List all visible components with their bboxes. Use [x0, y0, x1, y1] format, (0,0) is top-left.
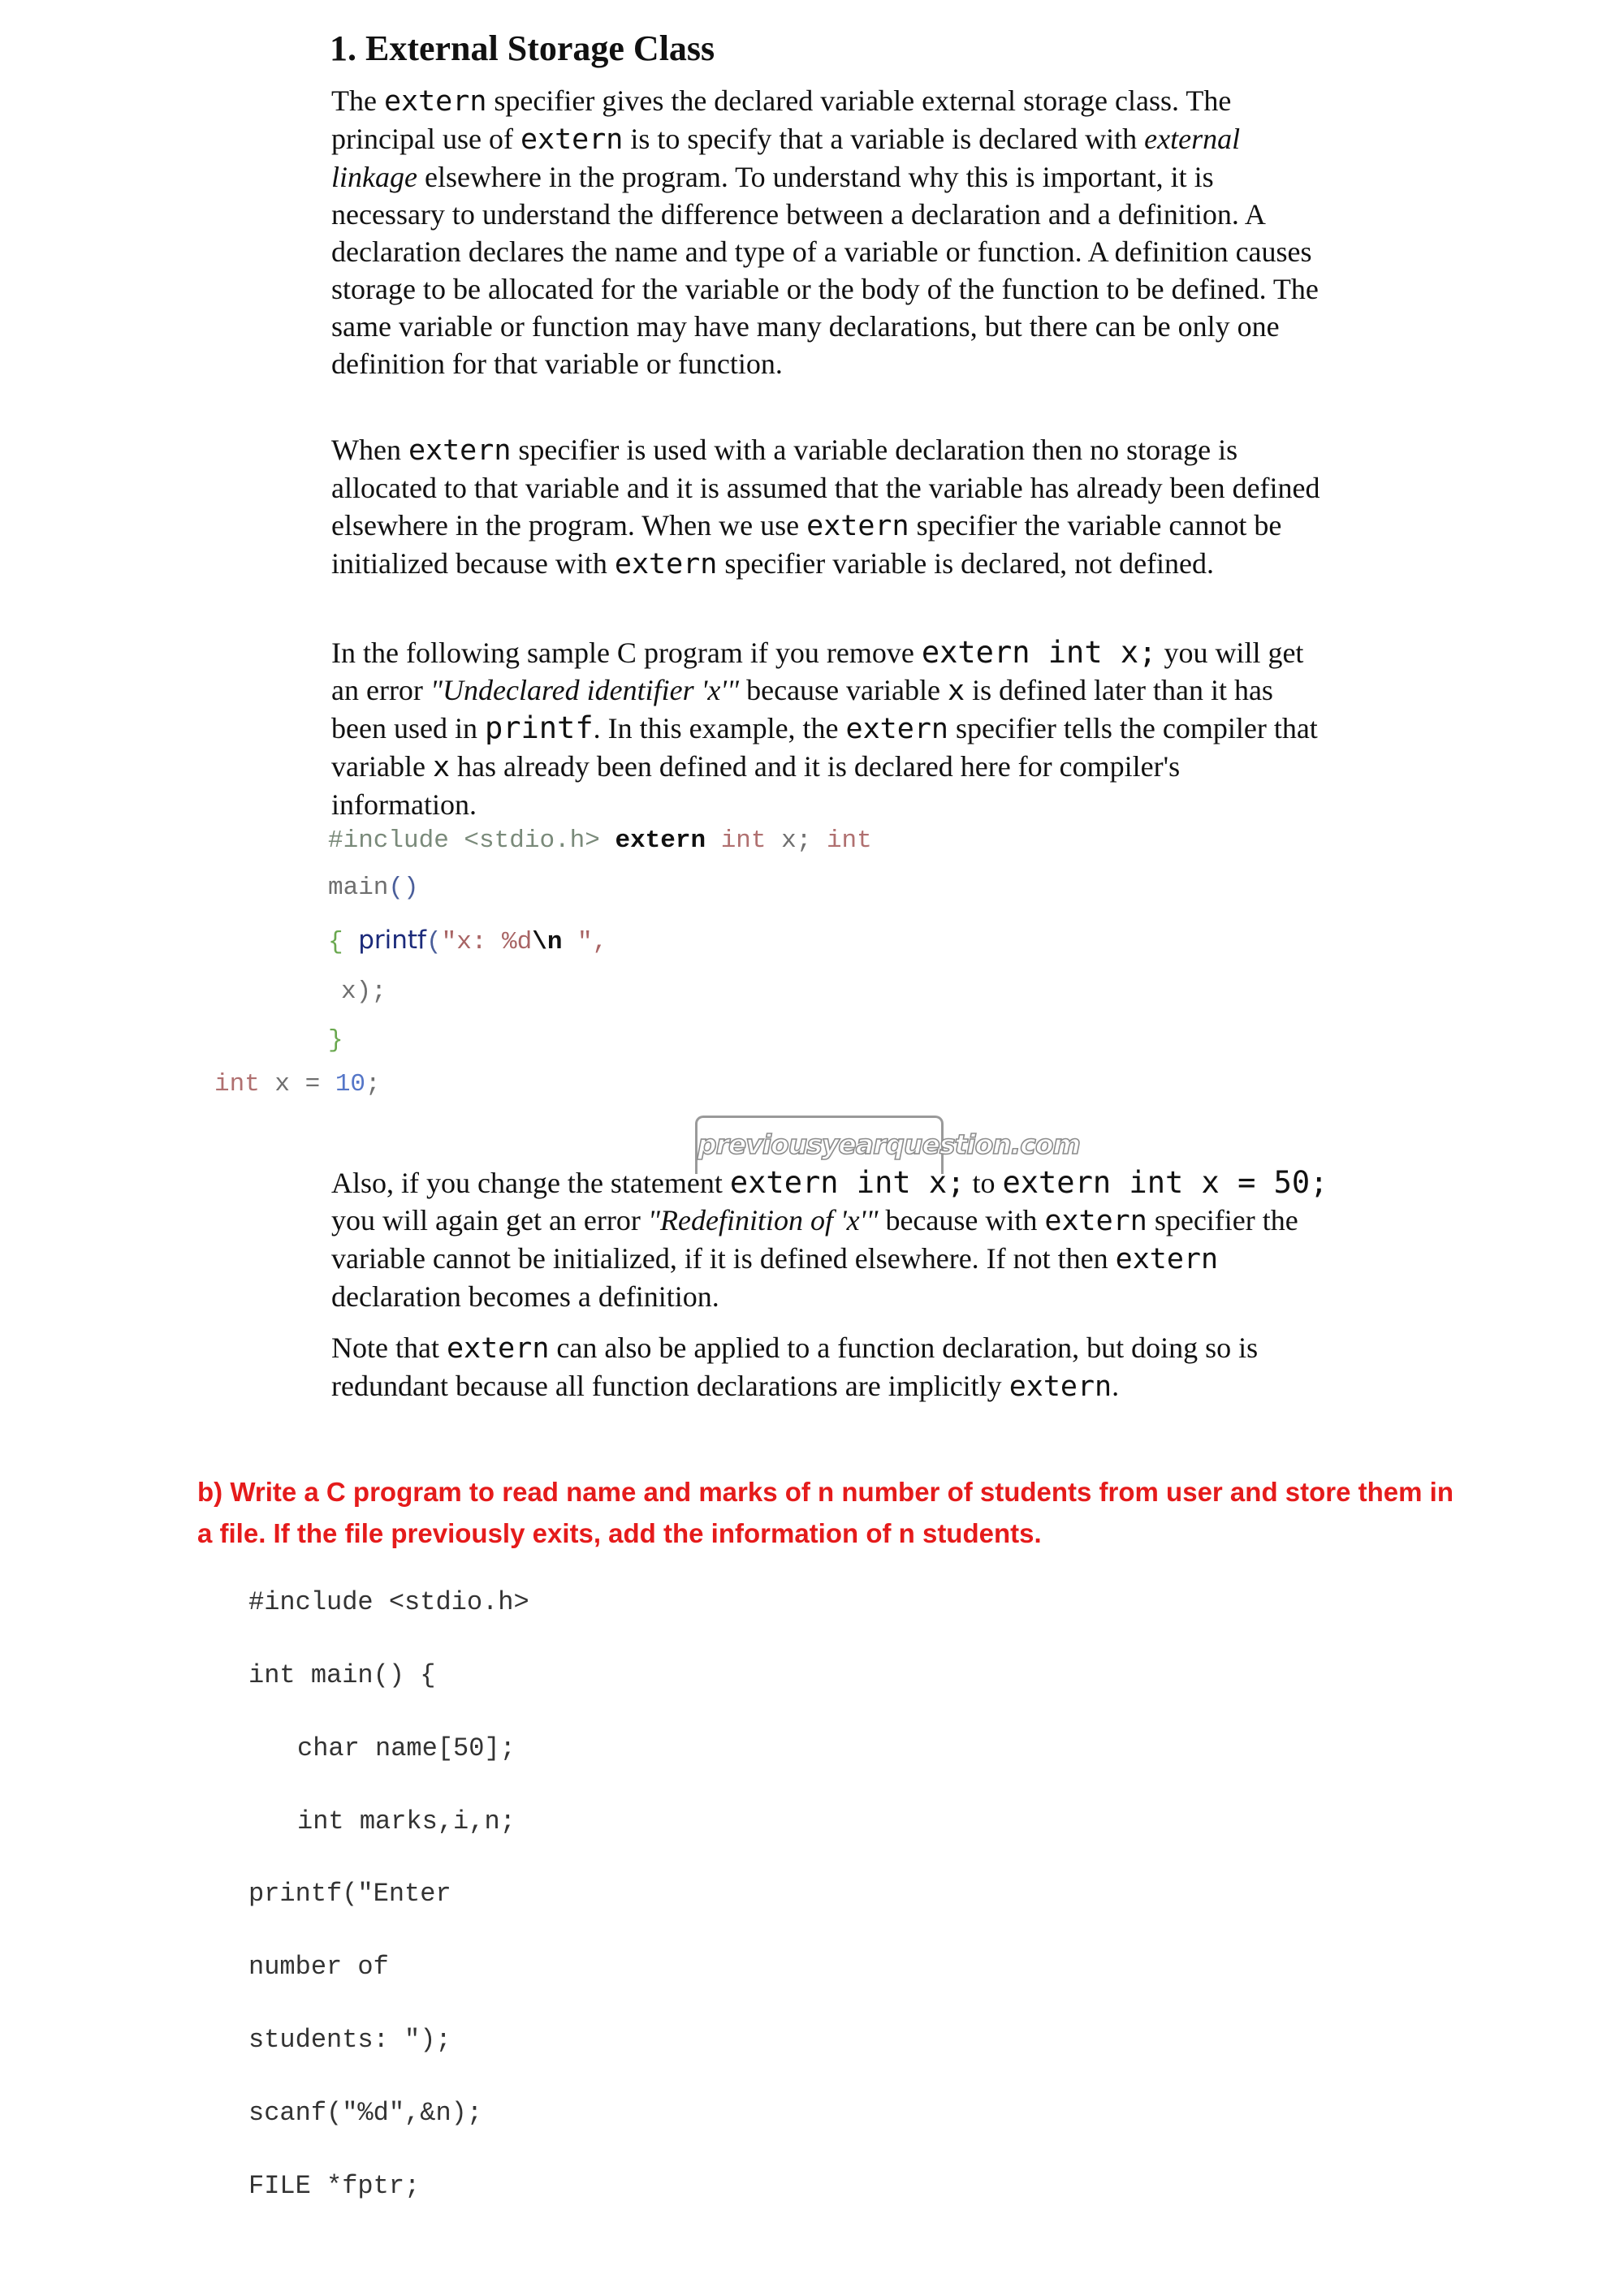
- paragraph-extern-declaration: When extern specifier is used with a variable declaration then no storage is allocated to that variable and it is assumed that the variable has already been defined elsewhere in the program. When we use extern specifier the variable cannot be initialized because with extern specifier variable is declared, not defined.: [331, 434, 1320, 580]
- question-b-heading: b) Write a C program to read name and marks of n number of students from user and store them in a file. If the file previously exits, add the information of n students.: [197, 1477, 1453, 1548]
- paragraph-extern-intro: The extern specifier gives the declared variable external storage class. The principal use of extern is to specify that a variable is declared with external linkage elsewhere in the program. To understand why this is important, it is necessary to understand the difference between a declaration and a definition. A declaration declares the name and type of a variable or function. A definition causes storage to be allocated for the variable or the body of the function to be defined. The same variable or function may have many declarations, but there can be only one definition for that variable or function.: [331, 84, 1319, 380]
- paragraph-function-extern: Note that extern can also be applied to a function declaration, but doing so is redundant because all function declarations are implicitly extern.: [331, 1331, 1259, 1403]
- program-line: number of: [248, 1952, 389, 1982]
- inline-code: extern int x;: [921, 635, 1157, 670]
- inline-code: extern: [520, 123, 624, 156]
- inline-code: extern: [383, 85, 487, 118]
- inline-code: x: [432, 751, 451, 783]
- section-heading: 1. External Storage Class: [330, 28, 715, 68]
- inline-code: extern: [845, 713, 948, 745]
- inline-code: extern: [1115, 1243, 1219, 1275]
- paragraph-redefinition: Also, if you change the statement extern int x; to extern int x = 50; you will again get an error "Redefinition of 'x'" because with extern specifier the variable cannot be initialized, if it is defined elsewhere. If not then extern declaration becomes a definition.: [331, 1165, 1328, 1313]
- inline-code: extern: [1009, 1370, 1112, 1403]
- code-line-arg: x);: [341, 978, 387, 1006]
- program-line: scanf("%d",&n);: [248, 2098, 483, 2128]
- code-line-close: }: [328, 1026, 343, 1055]
- program-line: int marks,i,n;: [297, 1806, 516, 1836]
- program-line: students: ");: [248, 2025, 451, 2055]
- program-line: int main() {: [248, 1660, 436, 1690]
- inline-code: x: [947, 675, 965, 707]
- inline-code: extern: [408, 434, 512, 467]
- inline-code: extern int x = 50;: [1002, 1165, 1328, 1200]
- program-line: #include <stdio.h>: [248, 1587, 529, 1617]
- program-line: char name[50];: [297, 1733, 516, 1763]
- watermark-logo: previousyearquestion.com: [695, 1116, 944, 1174]
- program-line: printf("Enter: [248, 1879, 451, 1909]
- program-line: FILE *fptr;: [248, 2171, 421, 2201]
- inline-code: printf: [484, 710, 594, 745]
- inline-code: extern: [446, 1332, 550, 1365]
- code-line-include: #include <stdio.h> extern int x; int: [328, 826, 872, 855]
- inline-code: extern int x;: [729, 1165, 965, 1200]
- italic-term: external linkage: [331, 123, 1241, 193]
- code-line-definition: int x = 10;: [214, 1070, 381, 1098]
- inline-code: extern: [806, 510, 909, 542]
- paragraph-sample-program: In the following sample C program if you remove extern int x; you will get an error "Undeclared identifier 'x'" because variable x is defined later than it has been used in printf. In this example, the extern specifier tells the compiler that variable x has already been defined and it is declared here for compiler's information.: [331, 635, 1318, 821]
- inline-code: extern: [1044, 1205, 1147, 1237]
- code-line-main: main(): [328, 874, 419, 902]
- code-line-printf: { printf("x: %d\n ",: [328, 926, 608, 956]
- inline-code: extern: [614, 548, 718, 580]
- italic-error: "Redefinition of 'x'": [647, 1204, 879, 1236]
- italic-error: "Undeclared identifier 'x'": [430, 674, 740, 706]
